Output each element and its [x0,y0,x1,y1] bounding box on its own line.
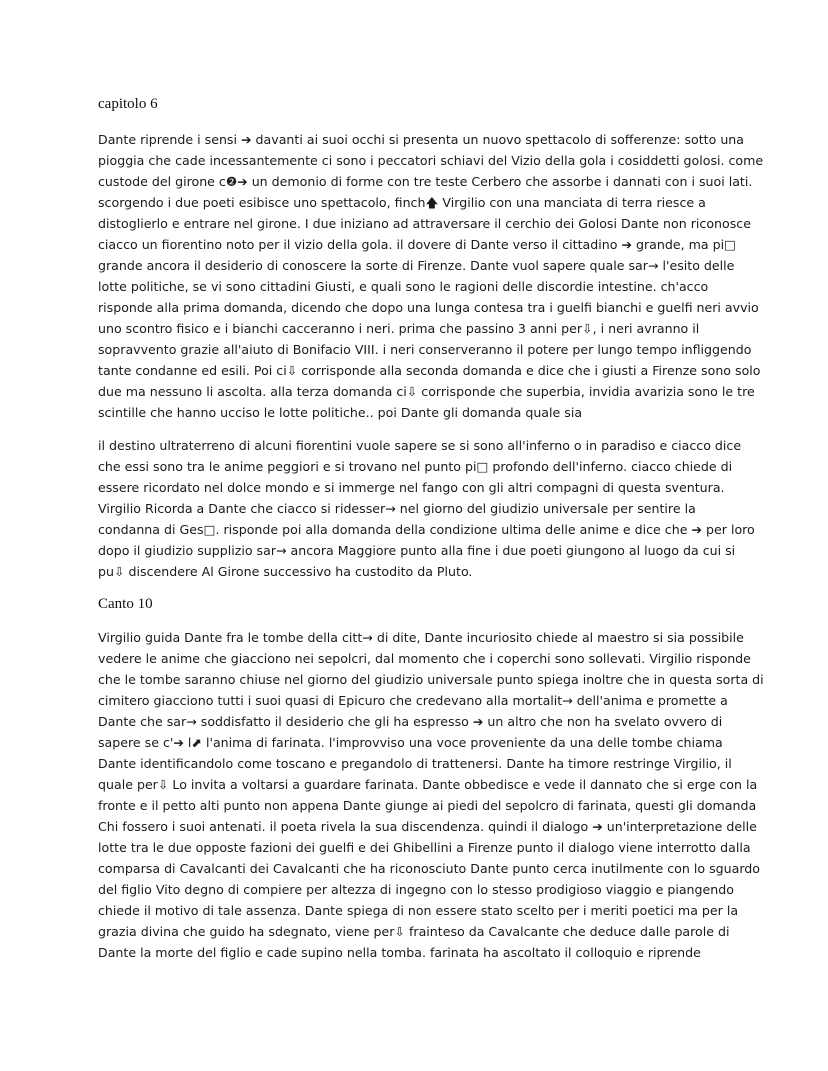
text-line: Virgilio guida Dante fra le tombe della citt→ di dite, Dante incuriosito chiede al maestro si sia possibile [98,630,744,645]
text-line: cimitero giacciono tutti i suoi quasi di Epicuro che credevano alla mortalit→ dell'anima e promette a [98,693,728,708]
text-line: lotte tra le due opposte fazioni dei guelfi e dei Ghibellini a Firenze punto il dialogo viene interrotto dalla [98,840,751,855]
text-line: Dante identificandolo come toscano e pregandolo di trattenersi. Dante ha timore restringe Virgilio, il [98,756,732,771]
text-line: che le tombe saranno chiuse nel giorno del giudizio universale punto spiega inoltre che in questa sorta di [98,672,764,687]
chapter-heading-capitolo-6: capitolo 6 [98,96,158,112]
text-line: pu⇩ discendere Al Girone successivo ha custodito da Pluto. [98,564,473,579]
text-line: scintille che hanno ucciso le lotte politiche.. poi Dante gli domanda quale sia [98,405,583,420]
text-line: vedere le anime che giacciono nei sepolcri, dal momento che i coperchi sono sollevati. Virgilio risponde [98,651,751,666]
text-line: sapere se c'➔ l⬈ l'anima di farinata. l'improvviso una voce proveniente da una delle tombe chiama [98,735,723,750]
text-line: del figlio Vito degno di compiere per altezza di ingegno con lo stesso prodigioso viaggio e piangendo [98,882,734,897]
text-line: ciacco un fiorentino noto per il vizio della gola. il dovere di Dante verso il cittadino ➔ grande, ma pi□ [98,237,737,252]
text-line: quale per⇩ Lo invita a voltarsi a guardare farinata. Dante obbedisce e vede il dannato che si erge con la [98,777,758,792]
text-line: distoglierlo e entrare nel girone. I due iniziano ad attraversare il cerchio dei Golosi Dante non riconosce [98,216,751,231]
text-line: il destino ultraterreno di alcuni fiorentini vuole sapere se si sono all'inferno o in paradiso e ciacco dice [98,438,742,453]
text-line: grazia divina che guido ha sdegnato, viene per⇩ frainteso da Cavalcante che deduce dalle parole di [98,924,730,939]
text-line: risponde alla prima domanda, dicendo che dopo una lunga contesa tra i guelfi bianchi e guelfi neri avvio [98,300,759,315]
paragraph-canto-10 [98,627,764,963]
text-line: grande ancora il desiderio di conoscere la sorte di Firenze. Dante vuol sapere quale sar→ l'esito delle [98,258,735,273]
text-line: lotte politiche, se vi sono cittadini Giusti, e quali sono le ragioni delle discordie intestine. ch'acco [98,279,709,294]
text-line: sopravvento grazie all'aiuto di Bonifacio VIII. i neri conserveranno il potere per lungo tempo infliggendo [98,342,752,357]
text-line: che essi sono tra le anime peggiori e si trovano nel punto pi□ profondo dell'inferno. ciacco chiede di [98,459,733,474]
text-line: essere ricordato nel dolce mondo e si immerge nel fango con gli altri compagni di questa sventura. [98,480,725,495]
text-line: Virgilio Ricorda a Dante che ciacco si ridesser→ nel giorno del giudizio universale per sentire la [98,501,696,516]
text-line: scorgendo i due poeti esibisce uno spettacolo, finch🡅 Virgilio con una manciata di terra riesce a [98,195,706,210]
text-line: comparsa di Cavalcanti dei Cavalcanti che ha riconosciuto Dante punto cerca inutilmente con lo sguardo [98,861,760,876]
chapter-heading-canto-10: Canto 10 [98,596,153,612]
paragraph-capitolo-6-part-1 [98,129,764,423]
text-line: uno scontro fisico e i bianchi cacceranno i neri. prima che passino 3 anni per⇩, i neri avranno il [98,321,700,336]
text-line: due ma nessuno li ascolta. alla terza domanda ci⇩ corrisponde che superbia, invidia avarizia sono le tre [98,384,755,399]
text-line: fronte e il petto alti punto non appena Dante giunge ai piedi del sepolcro di farinata, questi gli domanda [98,798,757,813]
text-line: Dante riprende i sensi ➔ davanti ai suoi occhi si presenta un nuovo spettacolo di sofferenze: sotto una [98,132,744,147]
text-line: Dante la morte del figlio e cade supino nella tomba. farinata ha ascoltato il colloquio e riprende [98,945,701,960]
text-line: Dante che sar→ soddisfatto il desiderio che gli ha espresso ➔ un altro che non ha svelato ovvero di [98,714,723,729]
text-line: dopo il giudizio supplizio sar→ ancora Maggiore punto alla fine i due poeti giungono al luogo da cui si [98,543,736,558]
text-line: condanna di Ges□. risponde poi alla domanda della condizione ultima delle anime e dice che ➔ per loro [98,522,755,537]
text-line: custode del girone c❷➔ un demonio di forme con tre teste Cerbero che assorbe i dannati con i suoi lati. [98,174,753,189]
text-line: Chi fossero i suoi antenati. il poeta rivela la sua discendenza. quindi il dialogo ➔ un'interpretazione delle [98,819,757,834]
text-line: chiede il motivo di tale assenza. Dante spiega di non essere stato scelto per i meriti poetici ma per la [98,903,739,918]
paragraph-capitolo-6-part-2 [98,435,758,582]
text-line: pioggia che cade incessantemente ci sono i peccatori schiavi del Vizio della gola i cosiddetti golosi. come [98,153,764,168]
text-line: tante condanne ed esili. Poi ci⇩ corrisponde alla seconda domanda e dice che i giusti a Firenze sono solo [98,363,761,378]
